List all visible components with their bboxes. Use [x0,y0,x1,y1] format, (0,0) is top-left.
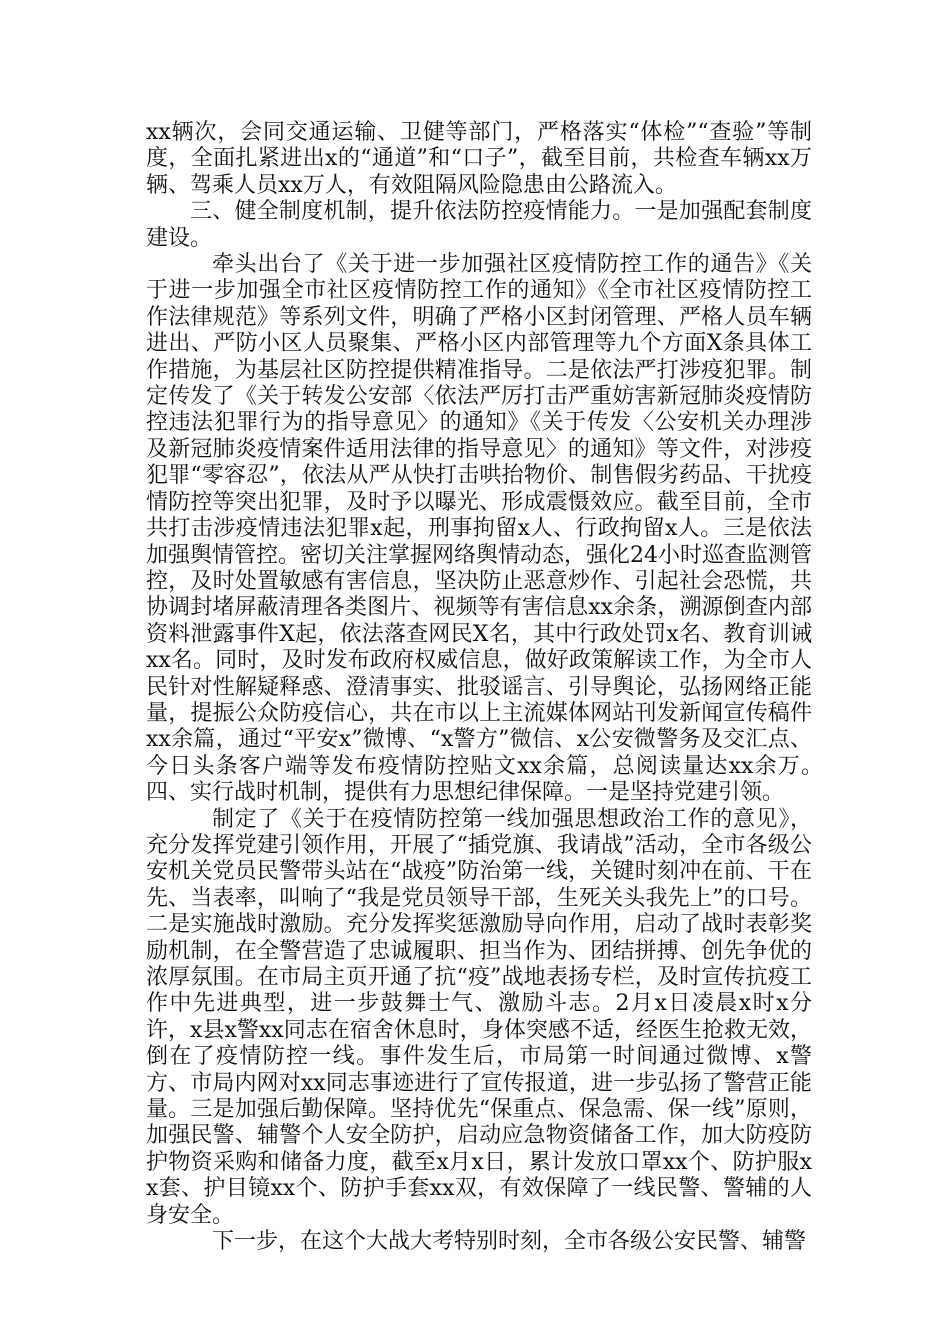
paragraph-legal-measures: 牵头出台了《关于进一步加强社区疫情防控工作的通告》《关于进一步加强全市社区疫情防控工作的通知》《全市社区疫情防控工作法律规范》等系列文件，明确了严格小区封闭管理、严格人员车辆进出、严防小区人员聚集、严格小区内部管理等九个方面X条具体工作措施，为基层社区防控提供精准指导。二是依法严打涉疫犯罪。制定传发了《关于转发公安部〈依法严厉打击严重妨害新冠肺炎疫情防控违法犯罪行为的指导意见〉的通知》《关于传发〈公安机关办理涉及新冠肺炎疫情案件适用法律的指导意见〉的通知》等文件，对涉疫犯罪“零容忍”，依法从严从快打击哄抬物价、制售假劣药品、干扰疫情防控等突出犯罪，及时予以曝光、形成震慑效应。截至目前，全市共打击涉疫情违法犯罪x起，刑事拘留x人、行政拘留x人。三是依法加强舆情管控。密切关注掌握网络舆情动态，强化24小时巡查监测管控，及时处置敏感有害信息，坚决防止恶意炒作、引起社会恐慌，共协调封堵屏蔽清理各类图片、视频等有害信息xx余条，溯源倒查内部资料泄露事件X起，依法落查网民X名，其中行政处罚x名、教育训诫xx名。同时，及时发布政府权威信息，做好政策解读工作，为全市人民针对性解疑释惑、澄清事实、批驳谣言、引导舆论，弘扬网络正能量，提振公众防疫信心，共在市以上主流媒体网站刊发新闻宣传稿件xx余篇，通过“平安x”微博、“x警方”微信、x公安微警务及交汇点、今日头条客户端等发布疫情防控贴文xx余篇，总阅读量达xx余万。 四、实行战时机制，提供有力思想纪律保障。一是坚持党建引领。 [146,252,857,806]
paragraph-wartime-mechanism: 制定了《关于在疫情防控第一线加强思想政治工作的意见》，充分发挥党建引领作用，开展了“插党旗、我请战”活动，全市各级公安机关党员民警带头站在“战疫”防治第一线，关键时刻冲在前、干在先、当表率，叫响了“我是党员领导干部，生死关头我先上”的口号。二是实施战时激励。充分发挥奖惩激励导向作用，启动了战时表彰奖励机制，在全警营造了忠诚履职、担当作为、团结拼搏、创先争优的浓厚氛围。在市局主页开通了抗“疫”战地表扬专栏，及时宣传抗疫工作中先进典型，进一步鼓舞士气、激励斗志。2月x日凌晨x时x分许，x县x警xx同志在宿舍休息时，身体突感不适，经医生抢救无效，倒在了疫情防控一线。事件发生后，市局第一时间通过微博、x警方、市局内网对xx同志事迹进行了宣传报道，进一步弘扬了警营正能量。三是加强后勤保障。坚持优先“保重点、保急需、保一线”原则，加强民警、辅警个人安全防护，启动应急物资储备工作，加大防疫防护物资采购和储备力度，截至x月x日，累计发放口罩xx个、防护服xx套、护目镜xx个、防护手套xx双，有效保障了一线民警、警辅的人身安全。 [146,806,812,1228]
paragraph-vehicle-inspection: xx辆次，会同交通运输、卫健等部门，严格落实“体检”“查验”等制度，全面扎紧进出x的“通道”和“口子”，截至目前，共检查车辆xx万辆、驾乘人员xx万人，有效阻隔风险隐患由公路流入。 [146,120,812,198]
document-body [146,120,857,1255]
paragraph-section-three-heading: 三、健全制度机制，提升依法防控疫情能力。一是加强配套制度建设。 [146,199,812,251]
paragraph-next-step: 下一步，在这个大战大考特别时刻，全市各级公安民警、辅警 [212,1229,807,1255]
